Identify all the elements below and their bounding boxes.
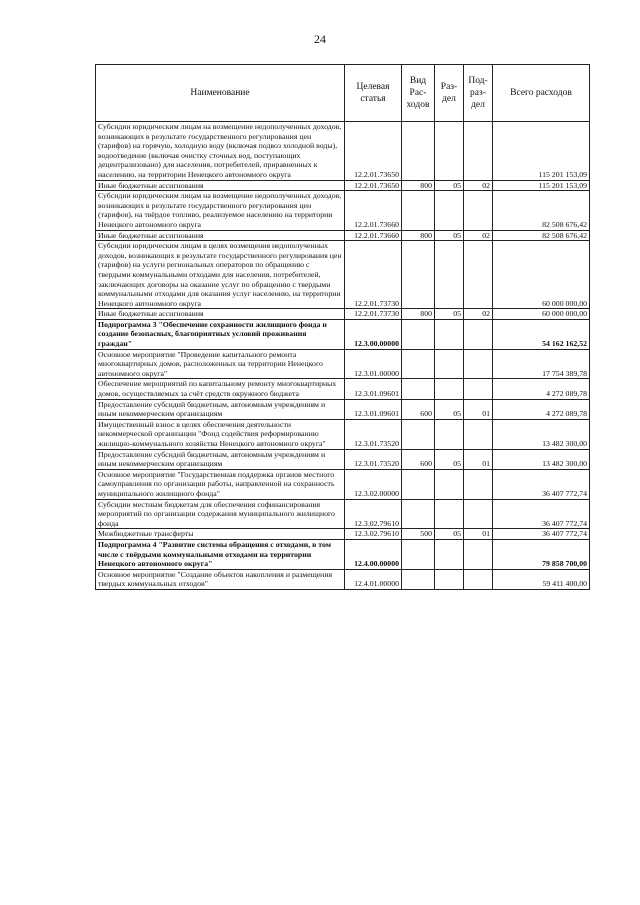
cell-razdel: 05 bbox=[435, 529, 464, 540]
cell-podrazdel: 02 bbox=[464, 180, 493, 191]
cell-code: 12.3.01.09601 bbox=[345, 399, 402, 419]
cell-razdel bbox=[435, 122, 464, 181]
cell-razdel: 05 bbox=[435, 309, 464, 320]
header-razdel: Раз- дел bbox=[435, 65, 464, 122]
cell-podrazdel bbox=[464, 569, 493, 589]
header-name: Наименование bbox=[96, 65, 345, 122]
table-row bbox=[96, 319, 590, 349]
cell-podrazdel: 01 bbox=[464, 529, 493, 540]
cell-podrazdel: 01 bbox=[464, 399, 493, 419]
cell-name: Имущественный взнос в целях обеспечения деятельности некоммерческой организации "Фонд содействия реформированию жилищно-коммунального хозяйства Ненецкого автономного округа" bbox=[96, 419, 345, 449]
cell-razdel bbox=[435, 539, 464, 569]
cell-code: 12.3.01.09601 bbox=[345, 379, 402, 399]
cell-podrazdel bbox=[464, 319, 493, 349]
cell-code: 12.3.01.73520 bbox=[345, 449, 402, 469]
cell-code: 12.2.01.73730 bbox=[345, 241, 402, 309]
cell-vid: 800 bbox=[402, 230, 435, 241]
cell-podrazdel bbox=[464, 539, 493, 569]
cell-vid bbox=[402, 319, 435, 349]
header-podrazdel: Под- раз- дел bbox=[464, 65, 493, 122]
cell-vid bbox=[402, 469, 435, 499]
cell-vid bbox=[402, 191, 435, 230]
cell-name: Субсидии юридическим лицам в целях возмещения недополученных доходов, возникающих в результате государственного регулирования цен (тарифов) на услуги региональных операторов по обращению с твердыми коммунальными отходами для населения, потребителей, заключающих договоры на оказание услуг по обращению с твердыми коммунальными отходами для оказания услуг населению, на территории Ненецкого автономного округа bbox=[96, 241, 345, 309]
cell-name: Субсидии местным бюджетам для обеспечения софинансирования мероприятий по организации содержания муниципального жилищного фонда bbox=[96, 499, 345, 529]
cell-vid: 800 bbox=[402, 309, 435, 320]
cell-vid bbox=[402, 539, 435, 569]
table-row bbox=[96, 449, 590, 469]
header-vid: Вид Рас- ходов bbox=[402, 65, 435, 122]
cell-code: 12.2.01.73730 bbox=[345, 309, 402, 320]
cell-vid: 500 bbox=[402, 529, 435, 540]
cell-razdel bbox=[435, 349, 464, 379]
cell-total: 79 858 700,00 bbox=[493, 539, 590, 569]
cell-total: 115 201 153,09 bbox=[493, 122, 590, 181]
table-row bbox=[96, 499, 590, 529]
table-row bbox=[96, 180, 590, 191]
cell-podrazdel: 01 bbox=[464, 449, 493, 469]
cell-total: 59 411 400,00 bbox=[493, 569, 590, 589]
cell-total: 82 508 676,42 bbox=[493, 191, 590, 230]
table-row bbox=[96, 122, 590, 181]
cell-code: 12.4.00.00000 bbox=[345, 539, 402, 569]
cell-total: 4 272 089,78 bbox=[493, 399, 590, 419]
cell-razdel bbox=[435, 241, 464, 309]
cell-razdel bbox=[435, 379, 464, 399]
table-body bbox=[96, 122, 590, 590]
cell-vid: 800 bbox=[402, 180, 435, 191]
cell-razdel bbox=[435, 569, 464, 589]
cell-code: 12.2.01.73660 bbox=[345, 191, 402, 230]
table-row bbox=[96, 569, 590, 589]
table-row bbox=[96, 529, 590, 540]
cell-name: Обеспечение мероприятий по капитальному ремонту многоквартирных домов, осуществляемых за счёт средств окружного бюджета bbox=[96, 379, 345, 399]
cell-vid: 600 bbox=[402, 399, 435, 419]
header-code: Целевая статья bbox=[345, 65, 402, 122]
cell-name: Предоставление субсидий бюджетным, автономным учреждениям и иным некоммерческим организациям bbox=[96, 449, 345, 469]
cell-razdel: 05 bbox=[435, 449, 464, 469]
cell-code: 12.2.01.73650 bbox=[345, 122, 402, 181]
cell-podrazdel bbox=[464, 191, 493, 230]
cell-podrazdel bbox=[464, 379, 493, 399]
cell-podrazdel bbox=[464, 241, 493, 309]
table-row bbox=[96, 469, 590, 499]
cell-razdel bbox=[435, 469, 464, 499]
cell-total: 82 508 676,42 bbox=[493, 230, 590, 241]
cell-code: 12.3.01.00000 bbox=[345, 349, 402, 379]
cell-razdel bbox=[435, 499, 464, 529]
cell-name: Подпрограмма 4 "Развитие системы обращения с отходами, в том числе с твёрдыми коммунальными отходами на территории Ненецкого автономного округа" bbox=[96, 539, 345, 569]
cell-podrazdel bbox=[464, 419, 493, 449]
cell-name: Субсидии юридическим лицам на возмещение недополученных доходов, возникающих в результате государственного регулирования цен (тарифов) на горячую, холодную воду (включая подвоз холодной воды), водоотведение (включая очистку сточных вод, поступающих децентрализовано) для населения, потребителей, приравненных к населению, на территории Ненецкого автономного округа bbox=[96, 122, 345, 181]
cell-total: 36 407 772,74 bbox=[493, 469, 590, 499]
cell-total: 60 000 000,00 bbox=[493, 309, 590, 320]
cell-podrazdel bbox=[464, 122, 493, 181]
cell-name: Иные бюджетные ассигнования bbox=[96, 180, 345, 191]
cell-vid bbox=[402, 419, 435, 449]
page-number: 24 bbox=[314, 32, 326, 46]
cell-total: 17 754 389,78 bbox=[493, 349, 590, 379]
cell-total: 13 482 300,00 bbox=[493, 449, 590, 469]
cell-razdel: 05 bbox=[435, 230, 464, 241]
header-total: Всего расходов bbox=[493, 65, 590, 122]
cell-podrazdel: 02 bbox=[464, 309, 493, 320]
cell-name: Основное мероприятие "Государственная поддержка органов местного самоуправления по организации работы, направленной на сохранность муниципального жилищного фонда" bbox=[96, 469, 345, 499]
cell-podrazdel: 02 bbox=[464, 230, 493, 241]
cell-code: 12.3.00.00000 bbox=[345, 319, 402, 349]
cell-total: 60 000 000,00 bbox=[493, 241, 590, 309]
cell-name: Основное мероприятие "Проведение капитального ремонта многоквартирных домов, расположенных на территории Ненецкого автономного округа" bbox=[96, 349, 345, 379]
cell-name: Основное мероприятие "Создание объектов накопления и размещения твердых коммунальных отходов" bbox=[96, 569, 345, 589]
cell-code: 12.2.01.73660 bbox=[345, 230, 402, 241]
cell-razdel bbox=[435, 419, 464, 449]
cell-total: 115 201 153,09 bbox=[493, 180, 590, 191]
table-row bbox=[96, 241, 590, 309]
table-header-row bbox=[96, 65, 590, 122]
cell-total: 36 407 772,74 bbox=[493, 499, 590, 529]
table-row bbox=[96, 349, 590, 379]
cell-code: 12.4.01.00000 bbox=[345, 569, 402, 589]
table-row bbox=[96, 230, 590, 241]
cell-name: Иные бюджетные ассигнования bbox=[96, 309, 345, 320]
cell-podrazdel bbox=[464, 469, 493, 499]
cell-vid bbox=[402, 499, 435, 529]
cell-name: Межбюджетные трансферты bbox=[96, 529, 345, 540]
cell-vid bbox=[402, 379, 435, 399]
table-row bbox=[96, 419, 590, 449]
cell-code: 12.3.02.00000 bbox=[345, 469, 402, 499]
table-row bbox=[96, 379, 590, 399]
cell-name: Предоставление субсидий бюджетным, автономным учреждениям и иным некоммерческим организациям bbox=[96, 399, 345, 419]
cell-code: 12.3.02.79610 bbox=[345, 529, 402, 540]
cell-razdel bbox=[435, 319, 464, 349]
cell-name: Иные бюджетные ассигнования bbox=[96, 230, 345, 241]
cell-total: 13 482 300,00 bbox=[493, 419, 590, 449]
cell-vid bbox=[402, 241, 435, 309]
cell-podrazdel bbox=[464, 349, 493, 379]
table-row bbox=[96, 309, 590, 320]
cell-code: 12.3.01.73520 bbox=[345, 419, 402, 449]
cell-total: 4 272 089,78 bbox=[493, 379, 590, 399]
cell-code: 12.2.01.73650 bbox=[345, 180, 402, 191]
table-row bbox=[96, 399, 590, 419]
cell-razdel: 05 bbox=[435, 180, 464, 191]
cell-name: Субсидии юридическим лицам на возмещение недополученных доходов, возникающих в результате государственного регулирования цен (тарифов), на твёрдое топливо, реализуемое населению на территории Ненецкого автономного округа bbox=[96, 191, 345, 230]
cell-name: Подпрограмма 3 "Обеспечение сохранности жилищного фонда и создание безопасных, благоприятных условий проживания граждан" bbox=[96, 319, 345, 349]
budget-table bbox=[95, 64, 590, 590]
cell-razdel bbox=[435, 191, 464, 230]
cell-vid: 600 bbox=[402, 449, 435, 469]
cell-total: 36 407 772,74 bbox=[493, 529, 590, 540]
cell-razdel: 05 bbox=[435, 399, 464, 419]
cell-vid bbox=[402, 122, 435, 181]
table-row bbox=[96, 191, 590, 230]
cell-vid bbox=[402, 349, 435, 379]
cell-code: 12.3.02.79610 bbox=[345, 499, 402, 529]
cell-podrazdel bbox=[464, 499, 493, 529]
cell-total: 54 162 162,52 bbox=[493, 319, 590, 349]
cell-vid bbox=[402, 569, 435, 589]
table-row bbox=[96, 539, 590, 569]
